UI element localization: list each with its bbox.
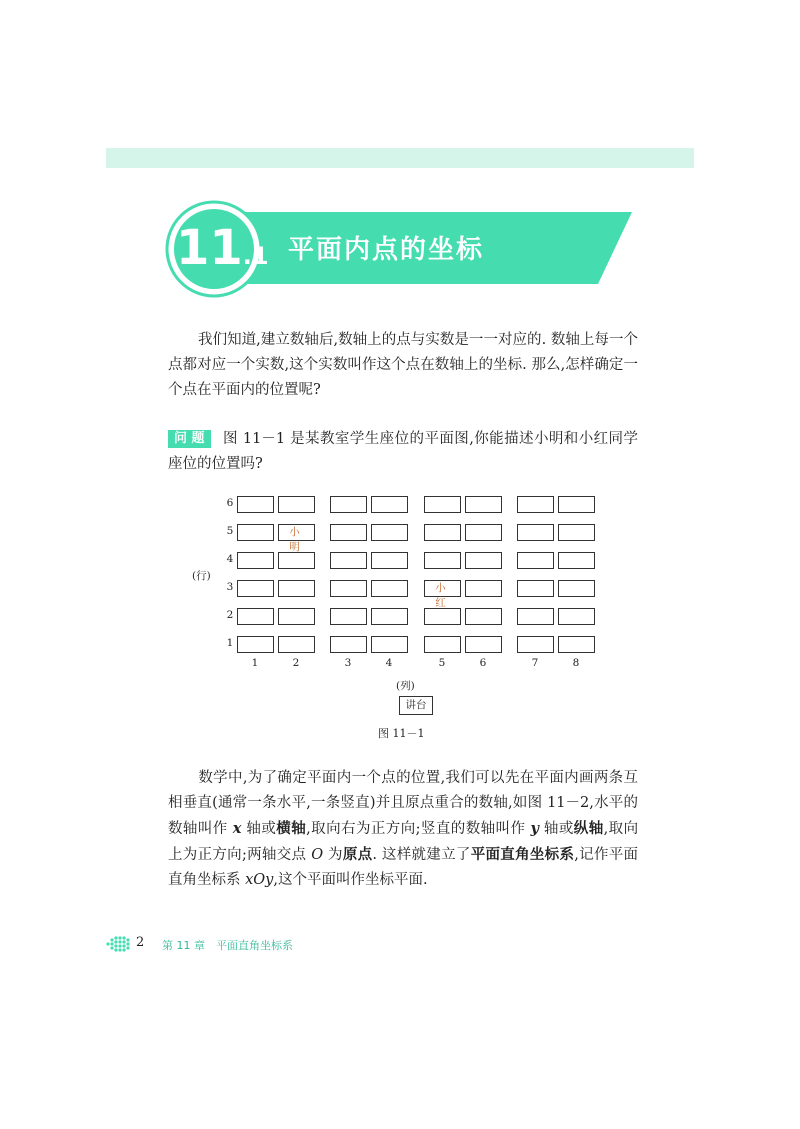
seat	[371, 524, 408, 541]
row-label: 2	[226, 609, 234, 621]
question-text: 图 11－1 是某教室学生座位的平面图,你能描述小明和小红同学座位的位置吗?	[168, 431, 638, 472]
seat	[237, 552, 274, 569]
seat	[465, 636, 502, 653]
definition-text: ,取向右为正方向;竖直的数轴叫作	[306, 821, 531, 837]
top-decorative-band	[106, 148, 694, 168]
seat	[517, 552, 554, 569]
seat	[371, 552, 408, 569]
definition-text: 轴或	[538, 821, 574, 837]
x-symbol: x	[232, 820, 242, 837]
section-number-main: 11	[176, 220, 243, 276]
definition-text: 数学中,为了确定平面内一个点的位置,我们可以先在平面内画两条互相垂直(通常一条水平,一条竖直)并且原点重合的数轴,如图 11－2,水平的数轴叫作	[168, 770, 638, 837]
seat	[371, 580, 408, 597]
question-badge: 问 题	[168, 430, 211, 448]
section-number	[176, 220, 269, 280]
definition-text: ,这个平面叫作坐标平面.	[273, 872, 428, 888]
seat	[424, 496, 461, 513]
seat	[237, 636, 274, 653]
column-label: 7	[531, 657, 539, 669]
seat	[517, 608, 554, 625]
chapter-label: 第 11 章 平面直角坐标系	[162, 939, 293, 952]
seat	[237, 580, 274, 597]
seat	[237, 608, 274, 625]
seat	[424, 524, 461, 541]
seat	[237, 496, 274, 513]
column-label: 1	[251, 657, 259, 669]
seat	[465, 496, 502, 513]
seat	[371, 496, 408, 513]
seat	[278, 580, 315, 597]
xoy-symbol: xOy	[245, 872, 274, 888]
section-number-sub: .1	[242, 242, 269, 270]
seat	[330, 524, 367, 541]
seat	[517, 496, 554, 513]
seat	[517, 524, 554, 541]
intro-paragraph	[168, 328, 638, 403]
seat	[237, 524, 274, 541]
definition-text: 轴或	[241, 821, 277, 837]
seat	[371, 608, 408, 625]
column-label: 8	[572, 657, 580, 669]
definition-text: . 这样就建立了	[372, 847, 471, 863]
seat	[278, 636, 315, 653]
row-axis-title: (行)	[192, 570, 211, 582]
definition-text: 为	[323, 847, 343, 863]
seat	[465, 552, 502, 569]
page-number: 2	[136, 935, 145, 950]
seat-labeled: 小 明	[278, 524, 315, 541]
seat	[330, 636, 367, 653]
column-label: 3	[344, 657, 352, 669]
footer-dots-icon	[106, 936, 132, 952]
seat	[558, 552, 595, 569]
seat	[465, 608, 502, 625]
seat	[558, 580, 595, 597]
seat	[278, 608, 315, 625]
row-label: 3	[226, 581, 234, 593]
seat	[330, 552, 367, 569]
term-origin: 原点	[342, 846, 373, 863]
seat	[558, 636, 595, 653]
podium: 讲台	[399, 696, 433, 715]
row-label: 4	[226, 553, 234, 565]
column-label: 2	[292, 657, 300, 669]
seat	[330, 496, 367, 513]
seat	[424, 636, 461, 653]
term-coordinate-system: 平面直角坐标系	[470, 846, 575, 863]
section-banner	[230, 212, 632, 284]
column-label: 5	[438, 657, 446, 669]
seat	[465, 524, 502, 541]
question-paragraph	[168, 427, 638, 477]
seat	[517, 580, 554, 597]
origin-symbol: O	[311, 847, 324, 863]
column-label: 6	[479, 657, 487, 669]
seat	[558, 608, 595, 625]
column-label: 4	[385, 657, 393, 669]
term-vertical-axis: 纵轴	[573, 820, 604, 837]
seat	[278, 496, 315, 513]
term-horizontal-axis: 横轴	[276, 820, 307, 837]
seat	[330, 580, 367, 597]
row-label: 5	[226, 525, 234, 537]
seat	[558, 524, 595, 541]
seat	[330, 608, 367, 625]
seat	[517, 636, 554, 653]
seat-labeled: 小 红	[424, 580, 461, 597]
column-axis-title: (列)	[396, 680, 415, 692]
seat	[371, 636, 408, 653]
seat	[558, 496, 595, 513]
row-label: 6	[226, 497, 234, 509]
section-title: 平面内点的坐标	[288, 235, 485, 265]
y-symbol: y	[530, 820, 539, 837]
figure-caption: 图 11－1	[378, 727, 425, 740]
definition-text: ,取向上为正方向;两轴交点	[168, 821, 639, 863]
seat	[465, 580, 502, 597]
seating-chart-figure	[190, 488, 620, 748]
definition-text: ,记作平面直角坐标系	[168, 847, 639, 888]
intro-text: 我们知道,建立数轴后,数轴上的点与实数是一一对应的. 数轴上每一个点都对应一个实数,这个实数叫作这个点在数轴上的坐标. 那么,怎样确定一个点在平面内的位置呢?	[168, 332, 638, 398]
seat	[424, 552, 461, 569]
row-label: 1	[226, 637, 234, 649]
definition-paragraph	[168, 766, 638, 893]
